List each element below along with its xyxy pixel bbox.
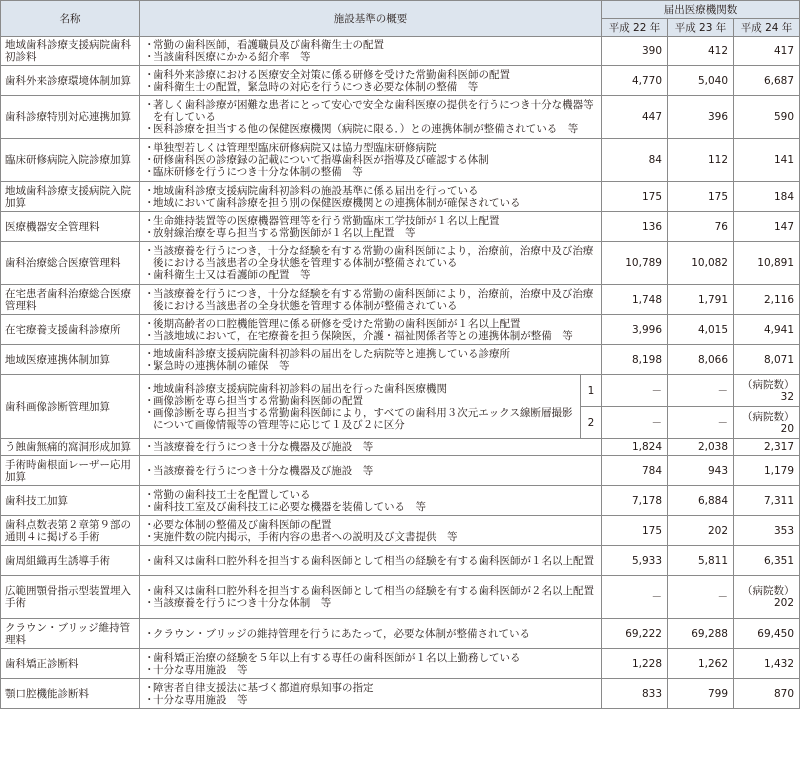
facility-name: 歯科技工加算 bbox=[1, 486, 140, 516]
table-row bbox=[1, 649, 800, 679]
facility-description bbox=[140, 649, 602, 679]
facility-name: 歯科矯正診断料 bbox=[1, 649, 140, 679]
count-value: 4,015 bbox=[697, 323, 728, 336]
description-list bbox=[144, 489, 597, 513]
count-value: 175 bbox=[641, 524, 662, 537]
count-cell bbox=[602, 619, 668, 649]
description-item: ・ 十分な専用施設 等 bbox=[144, 694, 597, 706]
unit-note: （病院数） bbox=[742, 410, 795, 423]
description-list bbox=[144, 465, 597, 477]
count-value: 390 bbox=[641, 45, 662, 57]
count-cell bbox=[668, 315, 734, 345]
count-value: 10,891 bbox=[757, 257, 795, 269]
count-cell bbox=[734, 456, 800, 486]
count-value: 2,038 bbox=[697, 441, 728, 453]
description-item: ・ 十分な専用施設 等 bbox=[144, 664, 597, 676]
facility-name: 在宅患者歯科治療総合医療管理料 bbox=[1, 285, 140, 315]
description-item: ・ 当該歯科医療にかかる紹介率 等 bbox=[144, 51, 597, 63]
description-item: ・ 緊急時の連携体制の確保 等 bbox=[144, 360, 597, 372]
count-value: 396 bbox=[707, 111, 728, 123]
description-list bbox=[144, 585, 597, 609]
count-cell bbox=[602, 456, 668, 486]
count-cell bbox=[602, 242, 668, 285]
description-list bbox=[144, 652, 597, 676]
count-cell bbox=[734, 66, 800, 96]
facility-name: う蝕歯無痛的窩洞形成加算 bbox=[1, 439, 140, 456]
count-cell bbox=[734, 96, 800, 139]
count-value: － bbox=[717, 384, 728, 397]
count-cell bbox=[602, 315, 668, 345]
table-row bbox=[1, 242, 800, 285]
table-header bbox=[1, 1, 800, 37]
description-item: ・ 当該療養を行うにつき十分な体制 等 bbox=[144, 597, 597, 609]
table-row bbox=[1, 679, 800, 709]
description-list bbox=[144, 288, 597, 312]
facility-description bbox=[140, 96, 602, 139]
count-value: 1,179 bbox=[763, 464, 795, 477]
description-item: ・ 障害者自律支援法に基づく都道府県知事の指定 bbox=[144, 682, 597, 694]
count-cell bbox=[668, 407, 734, 439]
count-value: 3,996 bbox=[631, 323, 662, 336]
count-cell bbox=[668, 516, 734, 546]
count-cell bbox=[602, 486, 668, 516]
description-list bbox=[144, 185, 597, 209]
count-cell bbox=[668, 486, 734, 516]
description-item: ・ 臨床研修を行うにつき十分な体制の整備 等 bbox=[144, 166, 597, 178]
count-cell bbox=[668, 285, 734, 315]
count-value: 870 bbox=[773, 687, 795, 700]
facility-name: 臨床研修病院入院診療加算 bbox=[1, 139, 140, 182]
table-row bbox=[1, 576, 800, 619]
count-cell bbox=[602, 96, 668, 139]
description-item: ・ 地域歯科診療支援病院歯科初診料の届出を行った歯科医療機関 bbox=[144, 383, 576, 395]
description-list bbox=[144, 39, 597, 63]
description-list bbox=[144, 555, 597, 567]
facility-description bbox=[140, 439, 602, 456]
count-cell bbox=[734, 315, 800, 345]
facility-name: 歯科画像診断管理加算 bbox=[1, 375, 140, 439]
count-value: 590 bbox=[773, 111, 795, 123]
count-value: 1,791 bbox=[697, 293, 728, 306]
description-item: ・ 歯科矯正治療の経験を５年以上有する専任の歯科医師が１名以上勤務している bbox=[144, 652, 597, 664]
count-cell bbox=[668, 576, 734, 619]
facility-name: 歯科点数表第２章第９部の通則４に掲げる手術 bbox=[1, 516, 140, 546]
description-item: ・ 当該療養を行うにつき，十分な経験を有する常勤の歯科医師により，治療前，治療中及び治療後における当該患者の全身状態を管理する体制が整備されている bbox=[144, 245, 597, 269]
header-year-h24: 平成 24 年 bbox=[734, 19, 800, 37]
table-body bbox=[1, 37, 800, 709]
count-cell bbox=[602, 546, 668, 576]
description-item: ・ 常勤の歯科医師，看護職員及び歯科衛生士の配置 bbox=[144, 39, 597, 51]
description-list bbox=[144, 441, 597, 453]
sub-category-label: 2 bbox=[581, 407, 602, 439]
count-value: 84 bbox=[648, 154, 662, 166]
count-value: 136 bbox=[641, 220, 662, 233]
table-row bbox=[1, 182, 800, 212]
description-item: ・ 当該地域において，在宅療養を担う保険医，介護・福祉関係者等との連携体制が整備 等 bbox=[144, 330, 597, 342]
count-cell bbox=[734, 649, 800, 679]
facility-name: 歯科治療総合医療管理料 bbox=[1, 242, 140, 285]
count-value: 184 bbox=[773, 190, 795, 203]
count-cell bbox=[602, 139, 668, 182]
facility-description bbox=[140, 456, 602, 486]
count-value: 76 bbox=[714, 220, 728, 233]
facility-description bbox=[140, 37, 602, 66]
count-cell bbox=[668, 375, 734, 407]
table-row bbox=[1, 212, 800, 242]
count-cell bbox=[734, 619, 800, 649]
facility-name: 歯科外来診療環境体制加算 bbox=[1, 66, 140, 96]
count-value: 202 bbox=[707, 524, 728, 537]
count-value: － bbox=[717, 416, 728, 429]
count-value: 175 bbox=[707, 190, 728, 203]
count-cell bbox=[734, 345, 800, 375]
description-item: ・ クラウン・ブリッジの維持管理を行うにあたって，必要な体制が整備されている bbox=[144, 628, 597, 640]
count-cell bbox=[734, 242, 800, 285]
count-cell bbox=[602, 439, 668, 456]
description-list bbox=[144, 383, 576, 431]
description-list bbox=[144, 99, 597, 135]
table-row bbox=[1, 139, 800, 182]
count-value: 353 bbox=[773, 524, 795, 537]
count-cell bbox=[668, 619, 734, 649]
count-cell bbox=[734, 486, 800, 516]
count-value: 2,116 bbox=[763, 293, 795, 306]
count-cell bbox=[668, 182, 734, 212]
facility-name: 歯周組織再生誘導手術 bbox=[1, 546, 140, 576]
count-value: 2,317 bbox=[763, 441, 795, 453]
table-row bbox=[1, 285, 800, 315]
table-row bbox=[1, 619, 800, 649]
description-list bbox=[144, 69, 597, 93]
description-list bbox=[144, 348, 597, 372]
description-item: ・ 画像診断を専ら担当する常勤歯科医師により，すべての歯科用３次元エックス線断層撮影について画像情報等の管理等に応じて１及び２に区分 bbox=[144, 407, 576, 431]
facility-description bbox=[140, 315, 602, 345]
description-item: ・ 地域歯科診療支援病院歯科初診料の届出をした病院等と連携している診療所 bbox=[144, 348, 597, 360]
description-item: ・ 著しく歯科診療が困難な患者にとって安心で安全な歯科医療の提供を行うにつき十分な機器等を有している bbox=[144, 99, 597, 123]
header-name: 名称 bbox=[1, 1, 140, 37]
table-row bbox=[1, 439, 800, 456]
table-row bbox=[1, 37, 800, 66]
count-cell bbox=[602, 285, 668, 315]
facility-name: 在宅療養支援歯科診療所 bbox=[1, 315, 140, 345]
count-value: 6,687 bbox=[763, 74, 795, 87]
table-row bbox=[1, 486, 800, 516]
description-list bbox=[144, 519, 597, 543]
count-cell bbox=[668, 546, 734, 576]
description-item: ・ 医科診療を担当する他の保健医療機関（病院に限る．）との連携体制が整備されている 等 bbox=[144, 123, 597, 135]
count-value: 175 bbox=[641, 190, 662, 203]
table-row bbox=[1, 375, 800, 407]
description-item: ・ 歯科技工室及び歯科技工に必要な機器を装備している 等 bbox=[144, 501, 597, 513]
description-item: ・ 常勤の歯科技工士を配置している bbox=[144, 489, 597, 501]
facility-description bbox=[140, 576, 602, 619]
count-cell bbox=[734, 546, 800, 576]
sub-category-label: 1 bbox=[581, 375, 602, 407]
description-item: ・ 放射線治療を専ら担当する常勤医師が１名以上配置 等 bbox=[144, 227, 597, 239]
count-value: 412 bbox=[707, 45, 728, 57]
count-cell bbox=[734, 212, 800, 242]
description-item: ・ 生命維持装置等の医療機器管理等を行う常勤臨床工学技師が１名以上配置 bbox=[144, 215, 597, 227]
facility-description bbox=[140, 182, 602, 212]
description-item: ・ 実施件数の院内掲示，手術内容の患者への説明及び文書提供 等 bbox=[144, 531, 597, 543]
count-cell bbox=[734, 182, 800, 212]
description-list bbox=[144, 628, 597, 640]
description-list bbox=[144, 215, 597, 239]
facility-description bbox=[140, 486, 602, 516]
table-row bbox=[1, 66, 800, 96]
count-cell bbox=[734, 679, 800, 709]
description-item: ・ 地域において歯科診療を担う別の保健医療機関との連携体制が確保されている bbox=[144, 197, 597, 209]
facility-description bbox=[140, 375, 581, 439]
facility-description bbox=[140, 345, 602, 375]
count-value: － bbox=[651, 384, 662, 397]
facility-description bbox=[140, 139, 602, 182]
count-cell bbox=[734, 516, 800, 546]
count-cell bbox=[734, 139, 800, 182]
facility-description bbox=[140, 212, 602, 242]
count-cell bbox=[602, 649, 668, 679]
count-value: － bbox=[651, 416, 662, 429]
count-value: 32 bbox=[780, 390, 795, 403]
count-cell bbox=[734, 375, 800, 407]
count-cell bbox=[668, 96, 734, 139]
count-cell bbox=[602, 679, 668, 709]
description-item: ・ 後期高齢者の口腔機能管理に係る研修を受けた常勤の歯科医師が１名以上配置 bbox=[144, 318, 597, 330]
description-item: ・ 研修歯科医の診療録の記載について指導歯科医が指導及び確認する体制 bbox=[144, 154, 597, 166]
table-row bbox=[1, 315, 800, 345]
count-cell bbox=[668, 139, 734, 182]
count-value: 799 bbox=[707, 687, 728, 700]
count-value: － bbox=[717, 591, 728, 603]
count-value: 1,262 bbox=[697, 657, 728, 670]
facility-name: 地域歯科診療支援病院歯科初診料 bbox=[1, 37, 140, 66]
facility-description bbox=[140, 285, 602, 315]
count-value: 202 bbox=[773, 597, 795, 609]
facility-name: 歯科診療特別対応連携加算 bbox=[1, 96, 140, 139]
facility-description bbox=[140, 516, 602, 546]
facility-name: 手術時歯根面レーザー応用加算 bbox=[1, 456, 140, 486]
count-value: 784 bbox=[641, 464, 662, 477]
count-cell bbox=[602, 345, 668, 375]
header-year-h23: 平成 23 年 bbox=[668, 19, 734, 37]
count-cell bbox=[668, 242, 734, 285]
count-cell bbox=[734, 407, 800, 439]
table-row bbox=[1, 96, 800, 139]
count-cell bbox=[734, 576, 800, 619]
count-cell bbox=[602, 516, 668, 546]
description-item: ・ 歯科衛生士の配置，緊急時の対応を行うにつき必要な体制の整備 等 bbox=[144, 81, 597, 93]
facility-description bbox=[140, 619, 602, 649]
description-item: ・ 必要な体制の整備及び歯科医師の配置 bbox=[144, 519, 597, 531]
count-value: － bbox=[651, 591, 662, 603]
description-item: ・ 歯科衛生士又は看護師の配置 等 bbox=[144, 269, 597, 281]
unit-note: （病院数） bbox=[742, 378, 795, 391]
facility-name: 地域歯科診療支援病院入院加算 bbox=[1, 182, 140, 212]
facility-description bbox=[140, 546, 602, 576]
count-cell bbox=[602, 576, 668, 619]
table-row bbox=[1, 456, 800, 486]
description-list bbox=[144, 682, 597, 706]
count-value: 8,066 bbox=[697, 353, 728, 366]
facility-name: クラウン・ブリッジ維持管理料 bbox=[1, 619, 140, 649]
count-cell bbox=[602, 407, 668, 439]
count-value: 4,770 bbox=[631, 74, 662, 87]
count-value: 4,941 bbox=[763, 323, 795, 336]
header-year-h22: 平成 22 年 bbox=[602, 19, 668, 37]
count-cell bbox=[668, 345, 734, 375]
count-cell bbox=[734, 439, 800, 456]
count-value: 7,178 bbox=[631, 494, 662, 507]
count-value: 833 bbox=[641, 687, 662, 700]
count-cell bbox=[668, 649, 734, 679]
description-item: ・ 単独型若しくは管理型臨床研修病院又は協力型臨床研修病院 bbox=[144, 142, 597, 154]
count-value: 141 bbox=[773, 154, 795, 166]
table-row bbox=[1, 516, 800, 546]
table-row bbox=[1, 345, 800, 375]
description-item: ・ 歯科外来診療における医療安全対策に係る研修を受けた常勤歯科医師の配置 bbox=[144, 69, 597, 81]
facility-description bbox=[140, 242, 602, 285]
description-list bbox=[144, 142, 597, 178]
count-value: 20 bbox=[780, 422, 795, 435]
count-value: 112 bbox=[707, 154, 728, 166]
facility-name: 顎口腔機能診断料 bbox=[1, 679, 140, 709]
count-cell bbox=[668, 439, 734, 456]
count-cell bbox=[734, 37, 800, 66]
count-value: 69,288 bbox=[691, 627, 728, 640]
count-value: 6,884 bbox=[697, 494, 728, 507]
count-cell bbox=[602, 37, 668, 66]
count-value: 1,432 bbox=[763, 657, 795, 670]
count-value: 1,824 bbox=[631, 441, 662, 453]
count-value: 1,228 bbox=[631, 657, 662, 670]
count-value: 8,198 bbox=[631, 353, 662, 366]
header-institution-count: 届出医療機関数 bbox=[602, 1, 800, 19]
count-cell bbox=[668, 37, 734, 66]
count-cell bbox=[602, 212, 668, 242]
count-cell bbox=[734, 285, 800, 315]
description-item: ・ 画像診断を専ら担当する常勤歯科医師の配置 bbox=[144, 395, 576, 407]
count-value: 5,811 bbox=[697, 554, 728, 567]
facility-name: 広範囲顎骨指示型装置埋入手術 bbox=[1, 576, 140, 619]
count-value: 69,450 bbox=[757, 627, 795, 640]
description-list bbox=[144, 245, 597, 281]
description-item: ・ 歯科又は歯科口腔外科を担当する歯科医師として相当の経験を有する歯科医師が２名以上配置 bbox=[144, 585, 597, 597]
count-cell bbox=[668, 679, 734, 709]
count-value: 10,082 bbox=[691, 257, 728, 269]
unit-note: （病院数） bbox=[742, 585, 795, 597]
count-value: 1,748 bbox=[631, 293, 662, 306]
count-cell bbox=[668, 212, 734, 242]
count-value: 10,789 bbox=[625, 257, 662, 269]
facility-name: 医療機器安全管理料 bbox=[1, 212, 140, 242]
description-item: ・ 歯科又は歯科口腔外科を担当する歯科医師として相当の経験を有する歯科医師が１名以上配置 bbox=[144, 555, 597, 567]
count-value: 5,933 bbox=[631, 554, 662, 567]
facility-description bbox=[140, 66, 602, 96]
count-value: 943 bbox=[707, 464, 728, 477]
count-value: 69,222 bbox=[625, 627, 662, 640]
count-cell bbox=[602, 66, 668, 96]
facility-description bbox=[140, 679, 602, 709]
count-cell bbox=[602, 182, 668, 212]
header-description: 施設基準の概要 bbox=[140, 1, 602, 37]
description-item: ・ 当該療養を行うにつき十分な機器及び施設 等 bbox=[144, 465, 597, 477]
count-value: 447 bbox=[641, 111, 662, 123]
count-value: 5,040 bbox=[697, 74, 728, 87]
count-cell bbox=[668, 66, 734, 96]
description-item: ・ 当該療養を行うにつき，十分な経験を有する常勤の歯科医師により，治療前，治療中及び治療後における当該患者の全身状態を管理する体制が整備されている bbox=[144, 288, 597, 312]
description-item: ・ 当該療養を行うにつき十分な機器及び施設 等 bbox=[144, 441, 597, 453]
count-value: 6,351 bbox=[763, 554, 795, 567]
description-item: ・ 地域歯科診療支援病院歯科初診料の施設基準に係る届出を行っている bbox=[144, 185, 597, 197]
count-value: 417 bbox=[773, 45, 795, 57]
description-list bbox=[144, 318, 597, 342]
count-cell bbox=[602, 375, 668, 407]
facility-name: 地域医療連携体制加算 bbox=[1, 345, 140, 375]
count-value: 8,071 bbox=[763, 353, 795, 366]
count-cell bbox=[668, 456, 734, 486]
table-row bbox=[1, 546, 800, 576]
count-value: 147 bbox=[773, 220, 795, 233]
count-value: 7,311 bbox=[763, 494, 795, 507]
